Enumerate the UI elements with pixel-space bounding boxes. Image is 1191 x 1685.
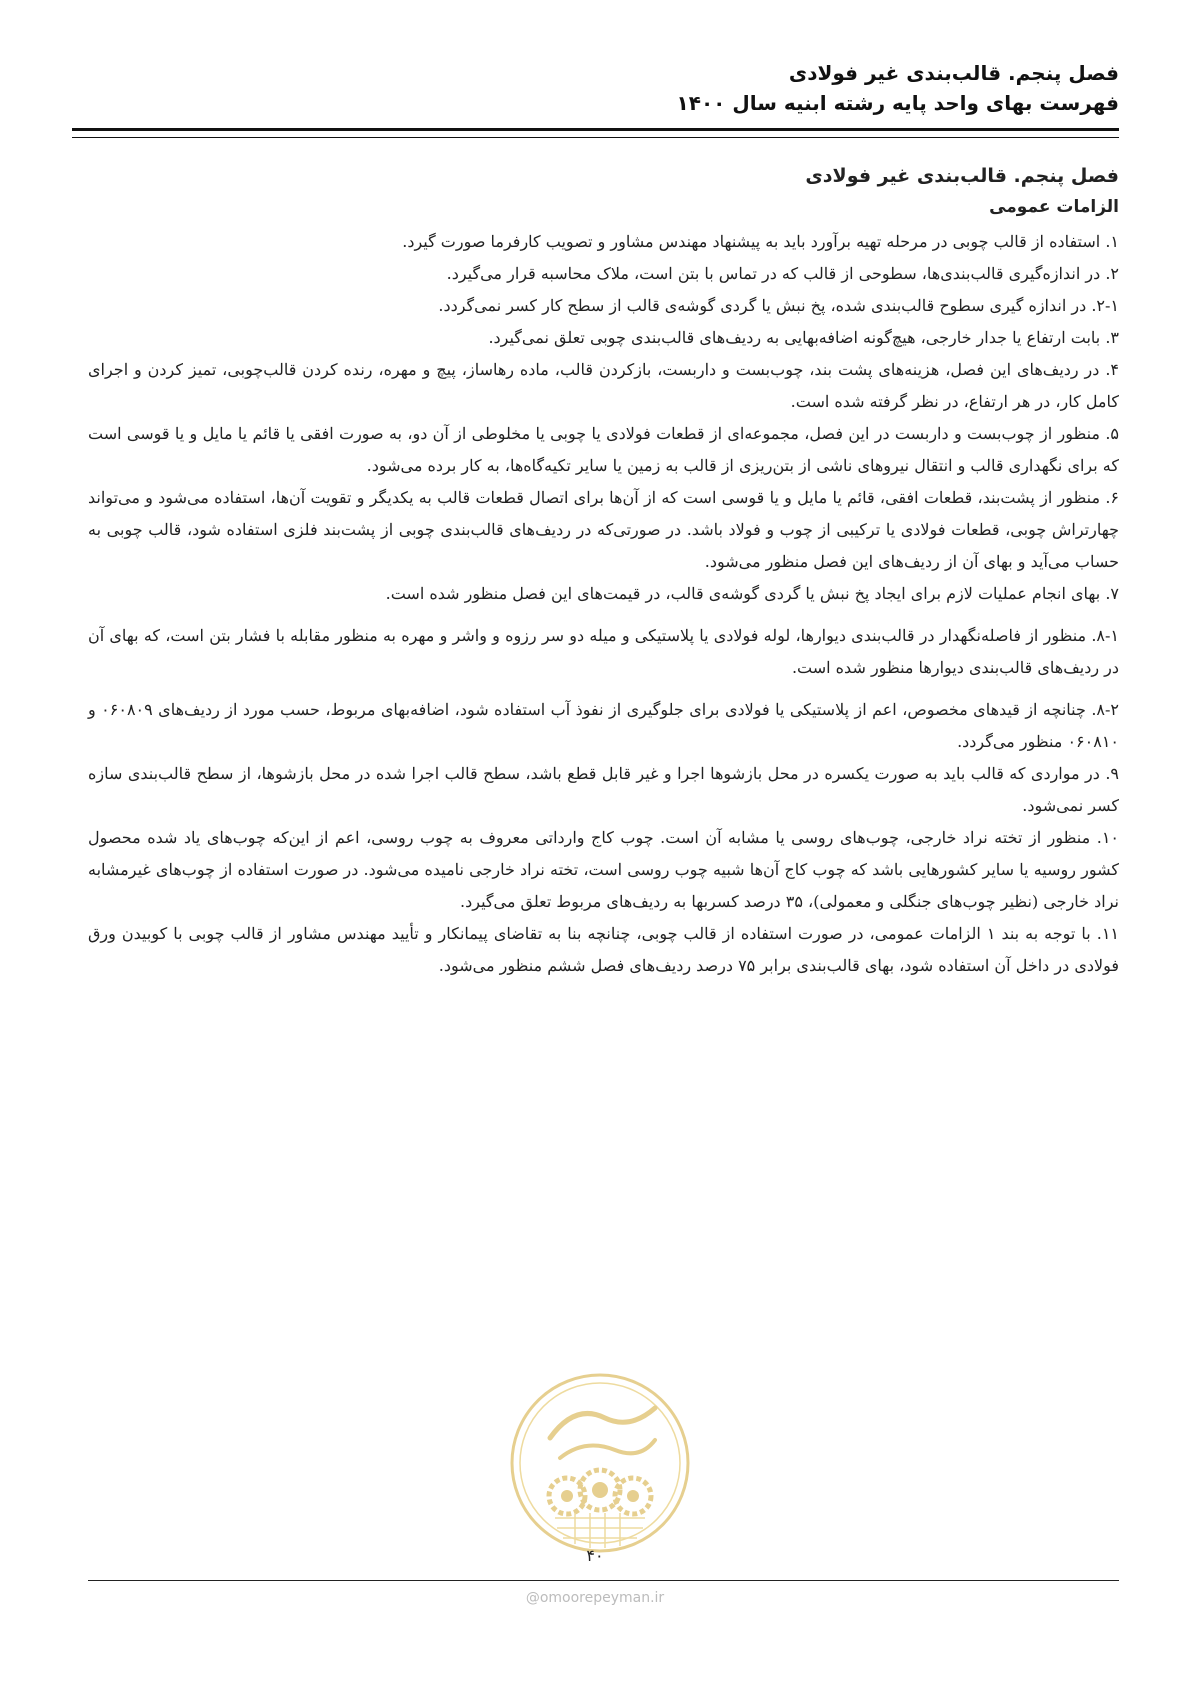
chapter-title: فصل پنجم. قالب‌بندی غیر فولادی — [805, 165, 1119, 187]
page-number: ۴۰ — [586, 1546, 604, 1565]
paragraph-7: ۷. بهای انجام عملیات لازم برای ایجاد پخ نبش یا گردی گوشه‌ی قالب، در قیمت‌های این فصل منظور شده است. — [385, 584, 1119, 603]
page-content — [88, 160, 1119, 982]
page-header — [72, 58, 1119, 118]
omoorepeyman-seal-icon — [505, 1368, 695, 1558]
paragraph-2: ۲. در اندازه‌گیری قالب‌بندی‌ها، سطوحی از قالب که در تماس با بتن است، ملاک محاسبه قرار می‌گیرد. — [446, 264, 1119, 283]
paragraph-8-2: ۸-۲. چنانچه از قیدهای مخصوص، اعم از پلاستیکی یا فولادی برای جلوگیری از نفوذ آب استفاده شود، اضافه‌بهای مربوط، حسب مورد از ردیف‌های ۰۶۰۸۰۹ و ۰۶۰۸۱۰ منظور می‌گردد. — [88, 700, 1120, 751]
paragraph-3: ۳. بابت ارتفاع یا جدار خارجی، هیچ‌گونه اضافه‌بهایی به ردیف‌های قالب‌بندی چوبی تعلق نمی‌گیرد. — [488, 328, 1119, 347]
paragraph-9: ۹. در مواردی که قالب باید به صورت یکسره در محل بازشوها اجرا و غیر قابل قطع باشد، سطح قالب اجرا شده در محل بازشوها، از سطح قالب‌بندی سازه کسر نمی‌شود. — [88, 764, 1119, 815]
footer-rule — [88, 1580, 1119, 1581]
paragraph-10: ۱۰. منظور از تخته نراد خارجی، چوب‌های روسی یا مشابه آن است. چوب کاج وارداتی معروف به چوب روسی، اعم از این‌که چوب‌های یاد شده محصول کشور روسیه یا سایر کشورهایی باشد که چوب کاج آن‌ها شبیه چوب روسی است، تخته نراد خارجی نامیده می‌شود. در صورت استفاده از چوب‌های غیرمشابه نراد خارجی (نظیر چوب‌های جنگلی و معمولی)، ۳۵ درصد کسربها به ردیف‌های مربوط تعلق می‌گیرد. — [88, 828, 1119, 911]
watermark-url: @omoorepeyman.ir — [525, 1590, 665, 1606]
paragraph-2-1: ۲-۱. در اندازه گیری سطوح قالب‌بندی شده، پخ نبش یا گردی گوشه‌ی قالب از سطح کار کسر نمی‌گردد. — [438, 296, 1119, 315]
paragraph-6: ۶. منظور از پشت‌بند، قطعات افقی، قائم یا مایل و یا قوسی است که از آن‌ها برای اتصال قطعات قالب به یکدیگر و تقویت آن‌ها، استفاده می‌شود و می‌تواند چهارتراش چوبی، قطعات فولادی یا ترکیبی از چوب و فولاد باشد. در صورتی‌که در ردیف‌های قالب‌بندی چوبی از پشت‌بند فلزی استفاده شود، قالب چوبی به حساب می‌آید و بهای آن از ردیف‌های این فصل منظور می‌شود. — [88, 488, 1119, 571]
header-document-title: فهرست بهای واحد پایه رشته ابنیه سال ۱۴۰۰ — [676, 91, 1119, 115]
paragraph-1: ۱. استفاده از قالب چوبی در مرحله تهیه برآورد باید به پیشنهاد مهندس مشاور و تصویب کارفرما صورت گیرد. — [402, 232, 1119, 251]
header-double-rule — [72, 128, 1119, 138]
paragraph-4: ۴. در ردیف‌های این فصل، هزینه‌های پشت بند، چوب‌بست و داربست، بازکردن قالب، ماده رهاساز، پیچ و مهره، رنده کردن قالب‌چوبی، تمیز کردن و اجرای کامل کار، در هر ارتفاع، در نظر گرفته شده است. — [88, 360, 1119, 411]
header-chapter-title: فصل پنجم. قالب‌بندی غیر فولادی — [788, 61, 1119, 85]
paragraph-5: ۵. منظور از چوب‌بست و داربست در این فصل، مجموعه‌ای از قطعات فولادی یا چوبی یا مخلوطی از آن دو، به صورت افقی یا قائم یا مایل و یا قوسی است که برای نگهداری قالب و انتقال نیروهای ناشی از بتن‌ریزی از قالب به زمین یا سایر تکیه‌گاه‌ها، به کار برده می‌شود. — [88, 424, 1119, 475]
paragraph-8-1: ۸-۱. منظور از فاصله‌نگهدار در قالب‌بندی دیوارها، لوله فولادی یا پلاستیکی و میله دو سر رزوه و واشر و مهره به منظور مقابله با فشار بتن است، که بهای آن در ردیف‌های قالب‌بندی دیوارها منظور شده است. — [88, 626, 1119, 677]
paragraph-11: ۱۱. با توجه به بند ۱ الزامات عمومی، در صورت استفاده از قالب چوبی، چنانچه بنا به تقاضای پیمانکار و تأیید مهندس مشاور از قالب چوبی با کوبیدن ورق فولادی در داخل آن استفاده شود، بهای قالب‌بندی برابر ۷۵ درصد ردیف‌های فصل ششم منظور می‌شود. — [88, 924, 1119, 975]
section-title: الزامات عمومی — [989, 197, 1119, 217]
